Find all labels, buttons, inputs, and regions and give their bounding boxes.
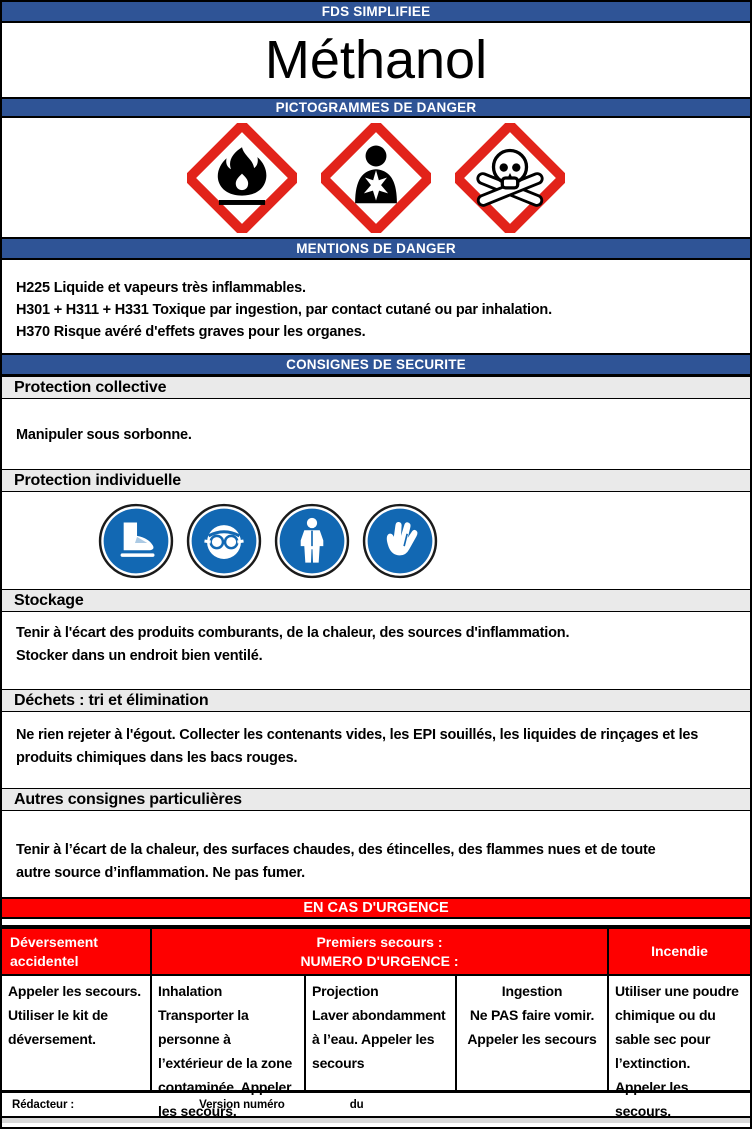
eye-protection-goggles-icon [186,503,262,579]
subsection-header-protection-individuelle [2,469,750,492]
emergency-cell-fire [609,976,750,1119]
body-line: Manipuler sous sorbonne. [16,427,192,443]
cell-text: Transporter la personne à l’extérieur de la zone contaminée. Appeler les secours. [158,1007,293,1119]
body-line: Ne rien rejeter à l'égout. Collecter les contenants vides, les EPI souillés, les liquides de rinçages et les produits chimiques dans les bacs rouges. [16,727,699,766]
hazard-text: Liquide et vapeurs très inflammables. [53,280,306,296]
safety-instructions-header [2,355,750,376]
subsection-body-protection-collective [2,399,750,469]
hazard-statements-header-label: MENTIONS DE DANGER [296,241,456,256]
body-line: Tenir à l'écart des produits comburants, de la chaleur, des sources d'inflammation. [16,625,570,641]
header-line: Déversement [10,933,98,950]
subsection-title: Autres consignes particulières [14,790,242,808]
hazard-code: H301 + H311 + H331 [16,302,149,318]
hazard-text: Toxique par ingestion, par contact cutané ou par inhalation. [152,302,552,318]
hazard-statements-header [2,239,750,260]
top-banner-label: FDS SIMPLIFIEE [321,4,431,19]
emergency-header-spill [2,929,150,974]
cell-text: Appeler les secours. Utiliser le kit de déversement. [8,983,141,1047]
cell-title: Projection [312,983,379,999]
hazard-code: H225 [16,280,50,296]
header-line: Incendie [651,943,708,959]
hazard-text: Risque avéré d'effets graves pour les organes. [53,324,366,340]
hazard-line [16,277,736,299]
cell-text: Laver abondamment à l’eau. Appeler les secours [312,1007,446,1071]
subsection-title: Protection collective [14,378,167,396]
subsection-body-dechets [2,712,732,788]
subsection-header-stockage [2,589,750,612]
emergency-cell-ingestion [457,976,607,1090]
toxic-skull-crossbones-ghs06-icon [455,123,565,233]
header-line: accidentel [10,952,79,969]
title-block [2,23,750,97]
subsection-title: Protection individuelle [14,471,181,489]
subsection-body-autres-consignes [2,811,702,897]
subsection-header-autres-consignes [2,788,750,811]
protective-gloves-icon [362,503,438,579]
hazard-code: H370 [16,324,50,340]
subsection-title: Stockage [14,591,84,609]
top-banner [2,2,750,23]
subsection-title: Déchets : tri et élimination [14,691,209,709]
header-line: NUMERO D'URGENCE : [300,952,459,969]
cell-text: Utiliser une poudre chimique ou du sable sec pour l’extinction. Appeler les secours. [615,983,739,1119]
header-line: Premiers secours : [316,933,443,950]
subsection-header-dechets [2,689,750,712]
hazard-line [16,321,736,343]
emergency-banner-label: EN CAS D'URGENCE [303,900,449,916]
pictograms-header [2,97,750,118]
footer-redacteur-label: Rédacteur : [12,1098,75,1111]
emergency-header-first-aid [152,929,607,974]
safety-boots-icon [98,503,174,579]
emergency-banner [2,897,750,919]
flammable-ghs02-icon [187,123,297,233]
hazard-line [16,299,736,321]
emergency-cell-projection [306,976,455,1090]
health-hazard-ghs08-icon [321,123,431,233]
cell-text: Ne PAS faire vomir. Appeler les secours [467,1007,597,1047]
subsection-body-stockage [2,612,750,689]
page-title: Méthanol [264,30,488,90]
body-line: Stocker dans un endroit bien ventilé. [16,648,263,664]
emergency-header-fire [609,929,750,974]
ghs-pictogram-row [2,118,750,239]
subsection-header-protection-collective [2,376,750,399]
safety-instructions-header-label: CONSIGNES DE SECURITE [286,357,466,372]
pictograms-header-label: PICTOGRAMMES DE DANGER [275,100,477,115]
cell-title: Inhalation [158,983,223,999]
footer-version-label: Version numéro [199,1098,285,1111]
emergency-cell-spill [2,976,150,1090]
protective-clothing-icon [274,503,350,579]
body-line: Tenir à l’écart de la chaleur, des surfaces chaudes, des étincelles, des flammes nues et de toute autre source d’inflammation. Ne pas fumer. [16,842,656,881]
hazard-statements-block [2,260,750,355]
subsection-body-protection-individuelle [2,492,750,589]
footer-du-label: du [349,1098,364,1111]
cell-title: Ingestion [501,983,563,999]
